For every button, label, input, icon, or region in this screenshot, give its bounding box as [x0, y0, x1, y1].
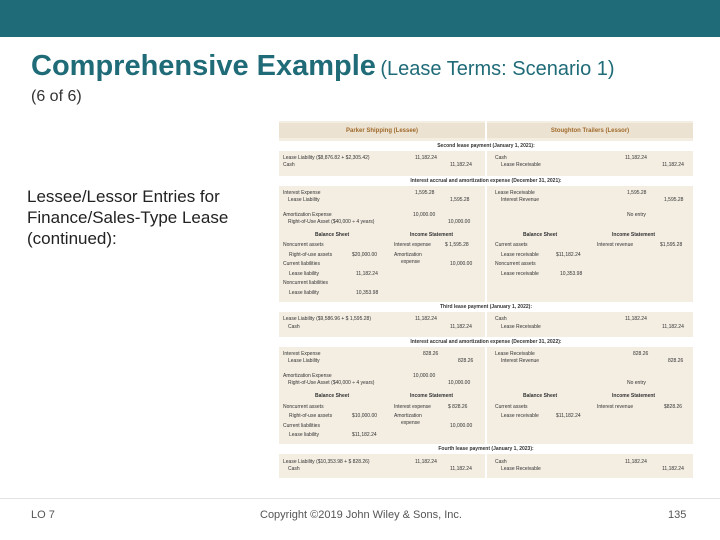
- entry-credit: 11,182.24: [450, 466, 472, 472]
- entry-label: Lease Liability ($8,876.82 + $2,305.42): [283, 155, 370, 161]
- entry-debit: 11,182.24: [625, 459, 647, 465]
- statement-line: Lease liability: [289, 432, 320, 438]
- entry-debit: 1,595.28: [415, 190, 435, 196]
- entry-debit: 1,595.28: [627, 190, 647, 196]
- statement-value: $11,182.24: [556, 252, 581, 258]
- statement-line: Current assets: [495, 242, 528, 248]
- entry-credit: 828.26: [458, 358, 474, 364]
- entry-label: Interest Expense: [283, 190, 321, 196]
- band-second-payment: Second lease payment (January 1, 2021):: [279, 141, 693, 151]
- entry-label: Cash: [495, 459, 507, 465]
- entry-label: Right-of-Use Asset ($40,000 ÷ 4 years): [288, 380, 375, 386]
- statement-line: Lease liability: [289, 271, 320, 277]
- entry-debit: 11,182.24: [415, 316, 437, 322]
- statement-line: Amortization: [394, 413, 422, 419]
- statement-value: 10,000.00: [450, 423, 473, 429]
- balance-sheet-header: Balance Sheet: [523, 393, 558, 399]
- statement-line: expense: [401, 420, 420, 426]
- no-entry-text: No entry: [627, 212, 646, 218]
- lease-entries-figure: [279, 121, 693, 478]
- statement-value: $ 828.26: [448, 404, 468, 410]
- entry-label: Cash: [495, 316, 507, 322]
- entry-label: Cash: [288, 324, 300, 330]
- slide-subtitle: (6 of 6): [31, 88, 82, 105]
- body-text: Lessee/Lessor Entries for Finance/Sales-Type Lease (continued):: [27, 187, 229, 248]
- entry-label: Lease Receivable: [495, 190, 535, 196]
- entry-credit: 1,595.28: [664, 197, 684, 203]
- entry-label: Lease Receivable: [501, 162, 541, 168]
- entry-label: Interest Revenue: [501, 358, 540, 364]
- entry-debit: 11,182.24: [415, 459, 437, 465]
- entry-credit: 10,000.00: [448, 219, 471, 225]
- title-main: Comprehensive Example: [31, 50, 376, 82]
- entry-debit: 828.26: [633, 351, 649, 357]
- entry-label: Lease Liability ($9,586.96 + $ 1,595.28): [283, 316, 371, 322]
- statement-value: $11,182.24: [352, 432, 377, 438]
- statement-line: Interest expense: [394, 242, 431, 248]
- entry-credit: 11,182.24: [662, 162, 684, 168]
- balance-sheet-header: Balance Sheet: [523, 232, 558, 238]
- statement-value: $ 1,595.28: [445, 242, 469, 248]
- learning-objective: LO 7: [31, 509, 55, 521]
- entry-label: Right-of-Use Asset ($40,000 ÷ 4 years): [288, 219, 375, 225]
- band-third-payment: Third lease payment (January 1, 2022):: [279, 302, 693, 312]
- income-statement-header: Income Statement: [612, 393, 656, 399]
- entry-credit: 828.26: [668, 358, 684, 364]
- statement-value: 10,353.98: [560, 271, 583, 277]
- statement-line: Lease receivable: [501, 252, 539, 258]
- income-statement-header: Income Statement: [410, 232, 454, 238]
- lessor-header: Stoughton Trailers (Lessor): [487, 123, 693, 138]
- statement-line: Right-of-use assets: [289, 252, 333, 258]
- band-accrual-2022: Interest accrual and amortization expense (December 31, 2022):: [279, 337, 693, 347]
- entry-credit: 11,182.24: [662, 324, 684, 330]
- statement-line: Current assets: [495, 404, 528, 410]
- statement-value: 10,000.00: [450, 261, 473, 267]
- statement-line: Noncurrent assets: [495, 261, 536, 267]
- entry-label: Lease Liability: [288, 358, 320, 364]
- column-divider: [485, 121, 487, 478]
- statement-value: 11,182.24: [356, 271, 378, 277]
- statement-line: Noncurrent assets: [283, 242, 324, 248]
- statement-line: Amortization: [394, 252, 422, 258]
- income-statement-header: Income Statement: [612, 232, 656, 238]
- statement-line: Lease receivable: [501, 271, 539, 277]
- statement-line: Interest revenue: [597, 404, 634, 410]
- statement-line: Interest expense: [394, 404, 431, 410]
- statement-line: Interest revenue: [597, 242, 634, 248]
- band-fourth-payment: Fourth lease payment (January 1, 2023):: [279, 444, 693, 454]
- entry-credit: 10,000.00: [448, 380, 471, 386]
- copyright: Copyright ©2019 John Wiley & Sons, Inc.: [260, 509, 462, 521]
- slide-title: [31, 50, 615, 83]
- band-accrual-2021: Interest accrual and amortization expense (December 31, 2021):: [279, 176, 693, 186]
- entry-label: Lease Receivable: [501, 466, 541, 472]
- entry-label: Amortization Expense: [283, 212, 332, 218]
- entry-label: Lease Liability: [288, 197, 320, 203]
- entry-label: Amortization Expense: [283, 373, 332, 379]
- entry-debit: 828.26: [423, 351, 439, 357]
- entry-label: Interest Revenue: [501, 197, 540, 203]
- statement-line: Noncurrent liabilities: [283, 280, 329, 286]
- statement-line: Lease receivable: [501, 413, 539, 419]
- statement-line: Noncurrent assets: [283, 404, 324, 410]
- entry-debit: 11,182.24: [415, 155, 437, 161]
- entry-debit: 10,000.00: [413, 212, 436, 218]
- statement-value: $1,595.28: [660, 242, 683, 248]
- page-number: 135: [668, 509, 687, 521]
- statement-value: 10,353.98: [356, 290, 379, 296]
- title-paren: (Lease Terms: Scenario 1): [380, 58, 615, 80]
- statement-value: $828.26: [664, 404, 683, 410]
- statement-value: $20,000.00: [352, 252, 378, 258]
- statement-line: Right-of-use assets: [289, 413, 333, 419]
- entry-label: Cash: [283, 162, 295, 168]
- entry-credit: 11,182.24: [450, 162, 472, 168]
- entry-debit: 10,000.00: [413, 373, 436, 379]
- statement-line: Current liabilities: [283, 261, 320, 267]
- entry-label: Cash: [495, 155, 507, 161]
- income-statement-header: Income Statement: [410, 393, 454, 399]
- entry-label: Lease Receivable: [501, 324, 541, 330]
- entry-label: Interest Expense: [283, 351, 321, 357]
- statement-line: Current liabilities: [283, 423, 320, 429]
- statement-line: Lease liability: [289, 290, 320, 296]
- entry-label: Lease Liability ($10,353.98 + $ 828.26): [283, 459, 370, 465]
- entry-debit: 11,182.24: [625, 316, 647, 322]
- entry-credit: 1,595.28: [450, 197, 470, 203]
- footer-divider: [0, 498, 720, 499]
- statement-value: $11,182.24: [556, 413, 581, 419]
- entry-credit: 11,182.24: [662, 466, 684, 472]
- entry-label: Cash: [288, 466, 300, 472]
- lessee-header: Parker Shipping (Lessee): [279, 123, 485, 138]
- no-entry-text: No entry: [627, 380, 646, 386]
- statement-value: $10,000.00: [352, 413, 378, 419]
- entry-credit: 11,182.24: [450, 324, 472, 330]
- statement-line: expense: [401, 259, 420, 265]
- top-banner: [0, 0, 720, 37]
- entry-label: Lease Receivable: [495, 351, 535, 357]
- balance-sheet-header: Balance Sheet: [315, 393, 350, 399]
- entry-debit: 11,182.24: [625, 155, 647, 161]
- balance-sheet-header: Balance Sheet: [315, 232, 350, 238]
